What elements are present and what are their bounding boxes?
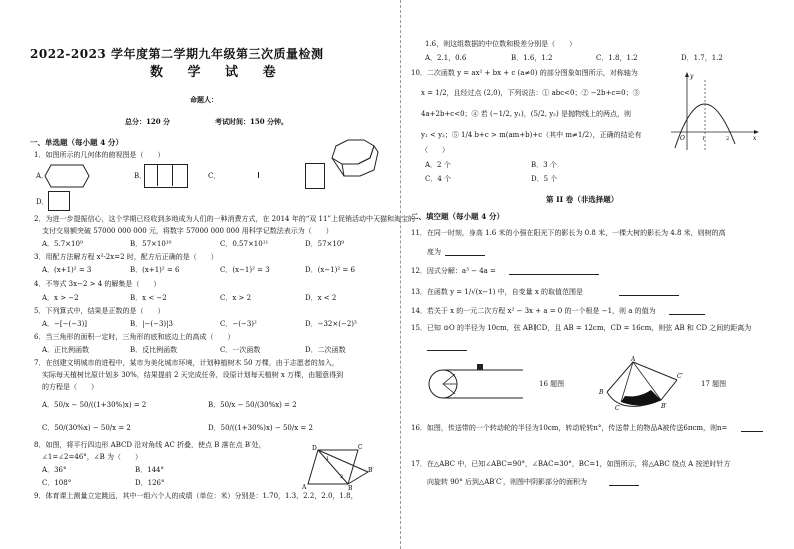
exam-subject: 数 学 试 卷 — [150, 65, 286, 80]
q10-opt-c: C．4 个 — [425, 175, 452, 183]
q4-opt-b: B．x < −2 — [130, 294, 167, 302]
q17-label-cp: C′ — [677, 373, 683, 380]
q12-answer-blank — [509, 267, 599, 275]
q7-opt-b: B．50/x − 50/(30%x) = 2 — [208, 401, 297, 409]
q8-opt-b: B．144° — [135, 466, 165, 474]
q8-stem-1: 8．如图，将平行四边形 ABCD 沿对角线 AC 折叠，使点 B 落在点 B′处， — [34, 441, 266, 449]
q10-line-2: x = 1/2，且经过点 (2,0)，下列说法：① abc<0；② −2b+c=0；③ — [421, 89, 640, 97]
q8-opt-c: C．108° — [42, 479, 72, 487]
q3-opt-a: A．(x+1)² = 3 — [42, 266, 92, 274]
q10-label-2: 2 — [726, 136, 730, 142]
q10-line-4: y₁ < y₂；⑤ 1/4 b+c > m(am+b)+c（其中 m≠1/2），正确的结论有 — [421, 131, 642, 139]
time-info: 考试时间：150 分钟。 — [215, 117, 289, 126]
q10-line-5: （ ） — [421, 146, 449, 154]
q1-opt-c: C． — [208, 172, 221, 180]
q10-line-3: 4a+2b+c<0；④ 若 (−1/2, y₁)，(5/2, y₂) 是抛物线上的两点，则 — [421, 110, 631, 118]
q9-opt-d: D．1.7，1.2 — [681, 54, 723, 62]
q6-opt-c: C．一次函数 — [220, 346, 261, 354]
q9-continued: 1.6，则这组数据的中位数和极差分别是（ ） — [425, 40, 577, 48]
q5-stem: 5．下列算式中，结果是正数的是（ ） — [34, 307, 165, 315]
q9-opt-c: C．1.8，1.2 — [596, 54, 638, 62]
q10-label-y: y — [690, 73, 694, 80]
q10-label-1: 1 — [702, 136, 706, 142]
q13-stem: 13．在函数 y = 1/√(x−1) 中，自变量 x 的取值范围是 — [411, 288, 584, 296]
q14-stem: 14．若关于 x 的一元二次方程 x² − 3x + a = 0 的一个根是 −1，则 a 的值为 — [411, 307, 656, 315]
q17-line-2: 向旋转 90° 后到△AB′C′，则图中阴影部分的面积为 — [427, 478, 587, 486]
q5-opt-d: D．−32×(−2)³ — [305, 320, 357, 328]
q10-label-x: x — [753, 135, 757, 142]
q16-answer-blank — [741, 424, 763, 432]
q8-label-c: C — [358, 444, 363, 451]
q17-line-1: 17．在△ABC 中，已知∠ABC=90°，∠BAC=30°，BC=1，如图所示，将△ABC 绕点 A 按逆时针方 — [411, 460, 731, 468]
q11-answer-blank — [445, 248, 485, 256]
q2-stem-2: 支付交易额突破 57000 000 000 元，将数字 57000 000 000 用科学记数法表示为（ ） — [42, 227, 333, 235]
q7-stem-2: 实际每天植树比原计划多 30%，结果提前 2 天完成任务，设原计划每天植树 x 万棵，由题意得到 — [42, 371, 344, 379]
q16-conveyor-figure — [427, 364, 527, 404]
q4-stem: 4．不等式 3x−2 > 4 的解集是（ ） — [34, 280, 161, 288]
q8-label-1: 1 — [326, 456, 330, 462]
q5-opt-a: A．−[−(−3)] — [42, 320, 88, 328]
q9-opt-a: A．2.1，0.6 — [425, 54, 467, 62]
q7-stem-3: 的方程是（ ） — [42, 383, 98, 391]
q1-tall-rect-shape — [305, 163, 325, 189]
q17-label-b: B — [599, 389, 604, 396]
q8-label-bp: B′ — [368, 467, 374, 474]
q1-stem: 1．如图所示的几何体的俯视图是（ ） — [34, 151, 165, 159]
q7-opt-c: C．50/(30%x) − 50/x = 2 — [42, 424, 131, 432]
part2-title: 第 II 卷（非选择题） — [546, 195, 619, 204]
q17-label-bp: B′ — [661, 403, 667, 410]
score-info: 总分：120 分 — [125, 117, 171, 126]
q10-label-o: O — [680, 135, 685, 142]
q9-opt-b: B．1.6，1.2 — [511, 54, 553, 62]
q10-opt-a: A．2 个 — [425, 161, 451, 169]
left-column — [30, 0, 416, 549]
q3-stem: 3．用配方法解方程 x²-2x=2 时，配方后正确的是（ ） — [34, 253, 218, 261]
q7-stem-1: 7．在创建文明城市的进程中，某市为美化城市环境，计划种植树木 50 万棵，由于志愿者的加入， — [34, 359, 339, 367]
q8-label-2: 2 — [340, 474, 344, 480]
q8-opt-d: D．126° — [135, 479, 165, 487]
q2-opt-a: A．5.7×10⁹ — [42, 240, 83, 248]
q8-parallelogram-figure — [302, 442, 372, 490]
exam-title: 2022-2023 学年度第二学期九年级第三次质量检测 — [30, 47, 324, 61]
fig16-label: 16 题图 — [539, 380, 565, 388]
q13-answer-blank — [619, 288, 679, 296]
q1-hexagon-shape — [45, 164, 89, 188]
q8-opt-a: A．36° — [42, 466, 67, 474]
q6-opt-b: B．反比例函数 — [130, 346, 178, 354]
q14-answer-blank — [669, 307, 705, 315]
q17-label-c: C — [615, 405, 620, 412]
q17-rotation-figure — [581, 356, 681, 412]
q7-opt-d: D．50/((1+30%)x) − 50/x = 2 — [208, 424, 313, 432]
q8-label-b: B — [348, 485, 353, 492]
q10-parabola-graph — [669, 70, 761, 154]
q11-line-2: 度为 — [427, 248, 441, 256]
q3-opt-d: D．(x−1)² = 6 — [305, 266, 355, 274]
q1-rect-lines — [157, 164, 173, 186]
section2-title: 二、填空题（每小题 4 分） — [411, 212, 504, 221]
q17-label-a: A — [631, 356, 636, 363]
q10-opt-b: B．3 个 — [531, 161, 557, 169]
section1-title: 一、单选题（每小题 4 分） — [30, 138, 123, 147]
q6-opt-a: A．正比例函数 — [42, 346, 90, 354]
q11-line-1: 11．在同一时刻，身高 1.6 米的小强在阳光下的影长为 0.8 米，一棵大树的影长为 4.8 米，则树的高 — [411, 229, 726, 237]
q2-opt-d: D．57×10⁹ — [305, 240, 345, 248]
fig17-label: 17 题图 — [701, 380, 727, 388]
q1-opt-a: A． — [36, 172, 49, 180]
q1-square-shape — [48, 191, 70, 211]
q2-stem-1: 2．为进一步提振信心，这个学期已经收到多地成为人们的一种消费方式，在 2014 年的“双 11”上促销活动中天猫和淘宝的 — [34, 215, 416, 223]
q2-opt-c: C．0.57×10¹¹ — [220, 240, 269, 248]
q1-opt-b: B． — [134, 172, 147, 180]
q16-stem: 16．如图，传送带的一个转动轮的半径为10cm，转动轮转n°，传送带上的物品A被传送6πcm，则n= — [411, 424, 728, 432]
q1-line-shape — [258, 172, 259, 178]
q1-opt-d: D． — [36, 198, 49, 206]
q9-stem: 9．体育课上测量立定跳远，其中一组六个人的成绩（单位：米）分别是：1.70，1.3，2.2，2.0，1.8， — [34, 492, 358, 500]
author-label: 命题人： — [190, 95, 218, 104]
right-column — [400, 0, 779, 549]
q17-answer-blank — [609, 478, 639, 486]
q4-opt-a: A．x > −2 — [42, 294, 79, 302]
q4-opt-c: C．x > 2 — [220, 294, 252, 302]
q10-line-1: 10．二次函数 y = ax² + bx + c (a≠0) 的部分图象如图所示，对称轴为 — [411, 69, 638, 77]
q2-opt-b: B．57×10¹⁰ — [130, 240, 172, 248]
q1-prism-figure — [330, 138, 378, 178]
q5-opt-c: C．−(−3)² — [220, 320, 257, 328]
q12-stem: 12．因式分解：a³ − 4a = — [411, 267, 496, 275]
q6-stem: 6．当三角形的面积一定时，三角形的底和底边上的高成（ ） — [34, 333, 235, 341]
q5-opt-b: B．|−(−3)|3 — [130, 320, 173, 328]
q4-opt-d: D．x < 2 — [305, 294, 337, 302]
q8-label-d: D — [312, 445, 317, 452]
q3-opt-b: B．(x+1)² = 6 — [130, 266, 180, 274]
q15-answer-blank — [427, 343, 467, 351]
q7-opt-a: A．50/x − 50/((1+30%)x) = 2 — [42, 401, 147, 409]
q8-stem-2: ∠1=∠2=46°，∠B 为（ ） — [42, 453, 143, 461]
q3-opt-c: C．(x−1)² = 3 — [220, 266, 270, 274]
q6-opt-d: D．二次函数 — [305, 346, 346, 354]
q8-label-a: A — [302, 484, 307, 491]
q10-opt-d: D．5 个 — [531, 175, 558, 183]
q15-stem: 15．已知 ⊙O 的半径为 10cm，弦 AB∥CD，且 AB = 12cm，CD = 16cm，则弦 AB 和 CD 之间的距离为 — [411, 324, 752, 332]
